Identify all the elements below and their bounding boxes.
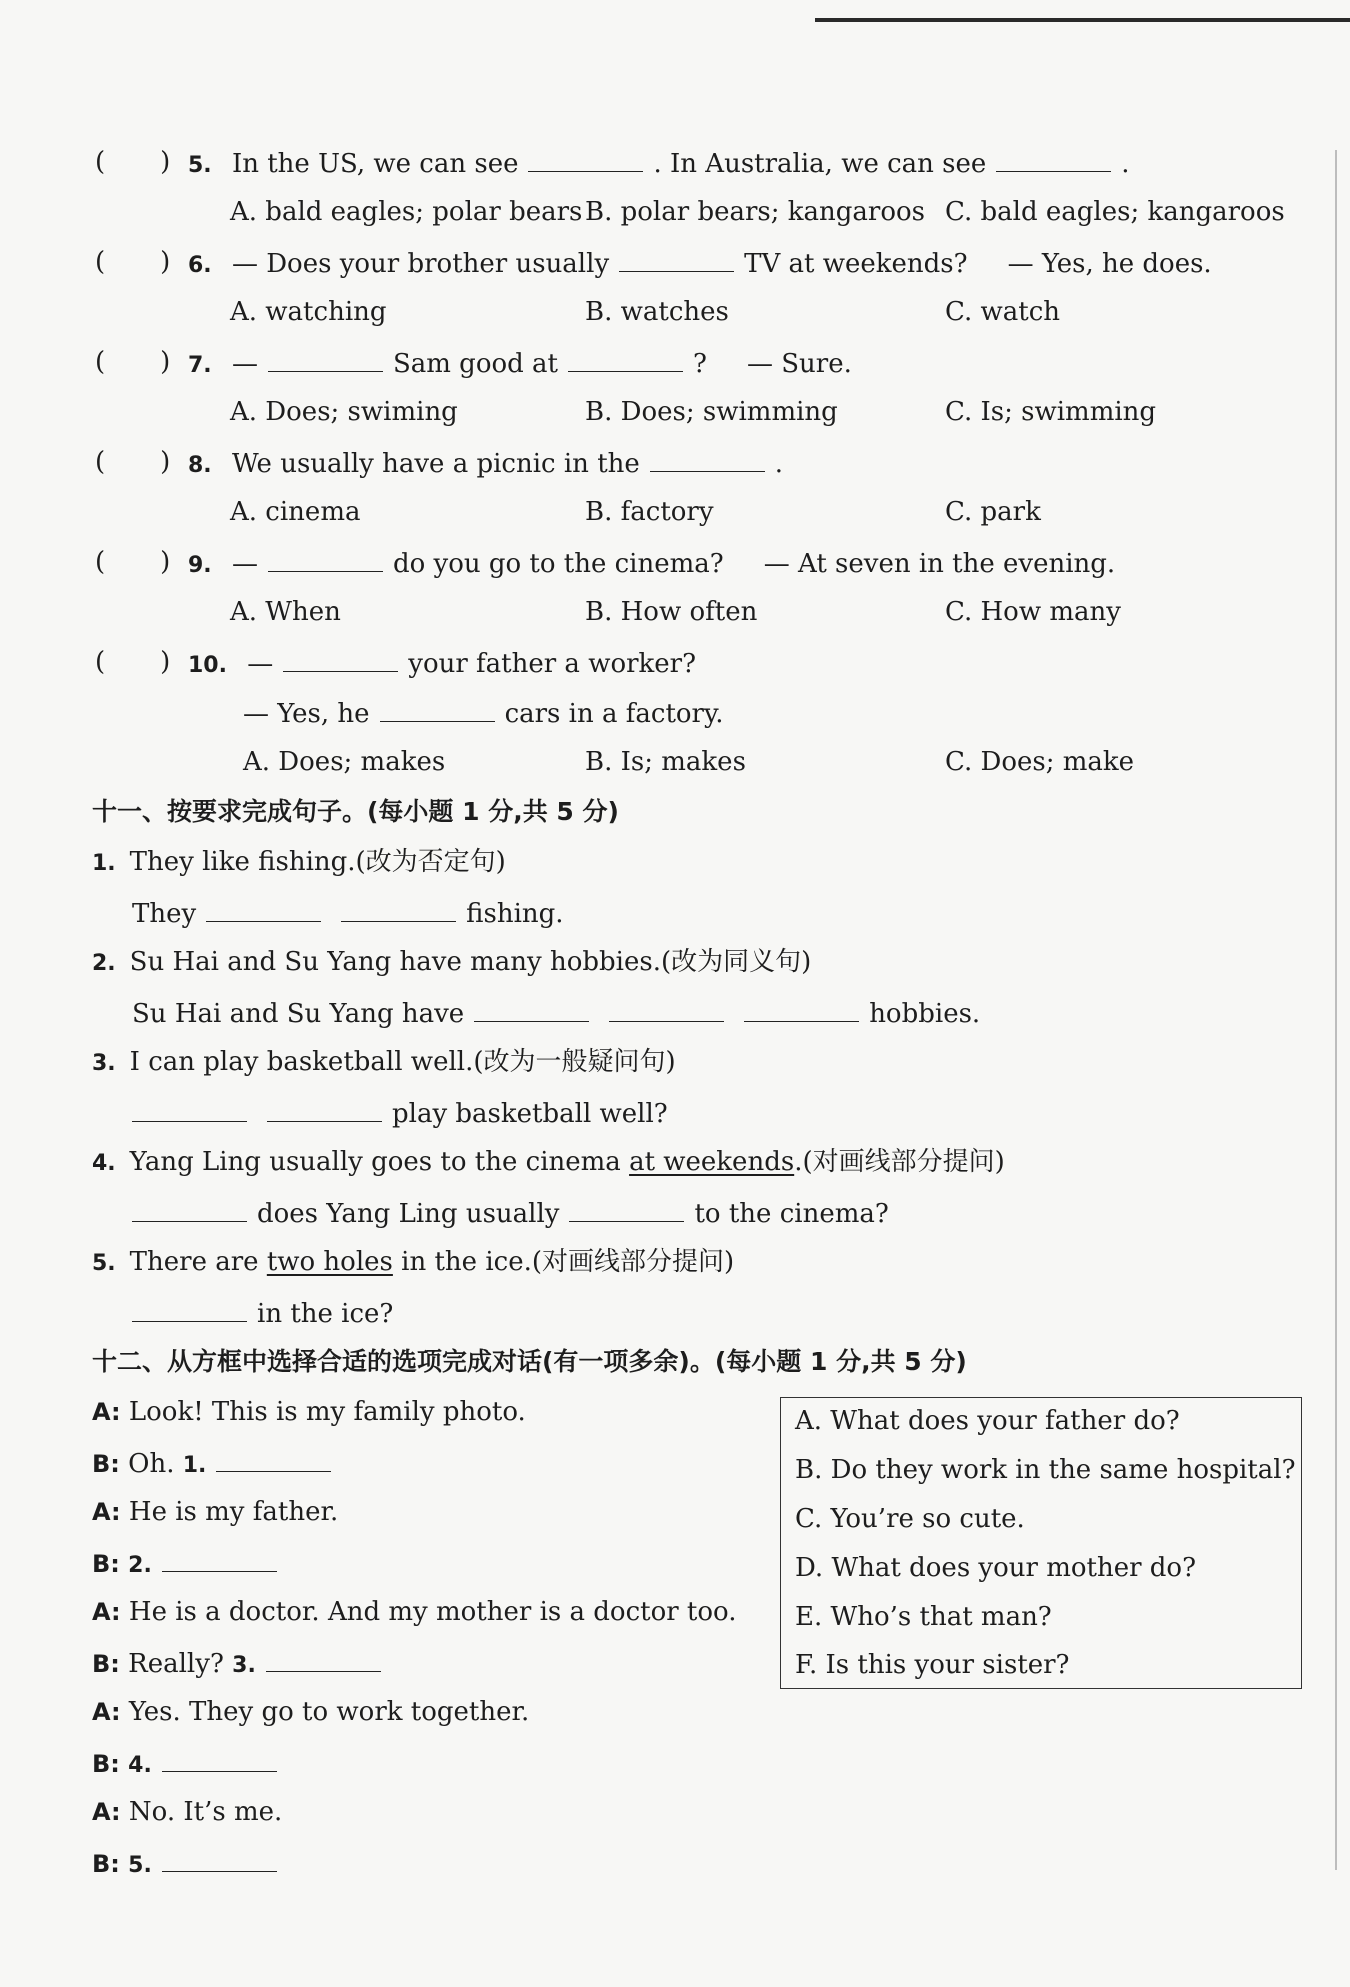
option-5c: C. bald eagles; kangaroos [945,197,1285,227]
blank[interactable] [568,345,683,372]
blank[interactable] [162,1745,277,1772]
answer-paren-5[interactable]: ( ) [95,147,171,177]
dialog-line-6: B: Really? 3. [92,1645,391,1683]
option-8b: B. factory [585,497,714,527]
blank[interactable] [132,1095,247,1122]
option-6b: B. watches [585,297,729,327]
blank[interactable] [216,1445,331,1472]
question-8: 8. We usually have a picnic in the . [188,445,783,483]
option-5b: B. polar bears; kangaroos [585,197,925,227]
box-option-d: D. What does your mother do? [795,1553,1197,1583]
s11-item-1: 1. They like fishing.(改为否定句) [92,847,506,877]
box-option-c: C. You’re so cute. [795,1504,1025,1534]
box-option-a: A. What does your father do? [795,1406,1180,1436]
answer-paren-8[interactable]: ( ) [95,447,171,477]
blank[interactable] [268,545,383,572]
blank[interactable] [162,1845,277,1872]
blank[interactable] [609,995,724,1022]
box-option-b: B. Do they work in the same hospital? [795,1455,1296,1485]
top-rule [815,18,1350,22]
blank[interactable] [206,895,321,922]
s11-item-4: 4. Yang Ling usually goes to the cinema at weekends.(对画线部分提问) [92,1147,1005,1177]
dialog-line-3: A: He is my father. [92,1497,339,1527]
answer-paren-10[interactable]: ( ) [95,647,171,677]
answer-paren-9[interactable]: ( ) [95,547,171,577]
dialog-line-5: A: He is a doctor. And my mother is a doctor too. [92,1597,737,1627]
blank[interactable] [132,1295,247,1322]
dialog-line-7: A: Yes. They go to work together. [92,1697,530,1727]
s11-item-3: 3. I can play basketball well.(改为一般疑问句) [92,1047,676,1077]
s11-answer-4: does Yang Ling usually to the cinema? [122,1195,889,1231]
s11-answer-2: Su Hai and Su Yang have hobbies. [132,995,980,1031]
option-9a: A. When [230,597,341,627]
option-10a: A. Does; makes [243,747,446,777]
option-6c: C. watch [945,297,1061,327]
question-5: 5. In the US, we can see . In Australia, we can see . [188,145,1130,183]
blank[interactable] [266,1645,381,1672]
blank[interactable] [996,145,1111,172]
option-9c: C. How many [945,597,1121,627]
blank[interactable] [283,645,398,672]
dialog-line-9: A: No. It’s me. [92,1797,283,1827]
section-11-title: 十一、按要求完成句子。(每小题 1 分,共 5 分) [92,797,619,826]
dialog-line-2: B: Oh. 1. [92,1445,341,1483]
blank[interactable] [650,445,765,472]
option-10c: C. Does; make [945,747,1135,777]
blank[interactable] [380,695,495,722]
blank[interactable] [268,345,383,372]
answer-paren-7[interactable]: ( ) [95,347,171,377]
blank[interactable] [744,995,859,1022]
options-box [780,1397,1302,1689]
dialog-line-10: B: 5. [92,1845,287,1883]
s11-answer-3: play basketball well? [122,1095,668,1131]
question-10-line2: — Yes, he cars in a factory. [243,695,723,731]
option-8c: C. park [945,497,1041,527]
option-9b: B. How often [585,597,758,627]
blank[interactable] [619,245,734,272]
blank[interactable] [474,995,589,1022]
s11-item-2: 2. Su Hai and Su Yang have many hobbies.(改为同义句) [92,947,812,977]
blank[interactable] [341,895,456,922]
option-6a: A. watching [230,297,387,327]
s11-answer-1: They fishing. [132,895,564,931]
blank[interactable] [132,1195,247,1222]
box-option-e: E. Who’s that man? [795,1602,1052,1632]
question-6: 6. — Does your brother usually TV at weekends? — Yes, he does. [188,245,1212,283]
question-10: 10. — your father a worker? [188,645,696,683]
blank[interactable] [569,1195,684,1222]
option-7c: C. Is; swimming [945,397,1157,427]
question-9: 9. — do you go to the cinema? — At seven in the evening. [188,545,1115,583]
right-margin-rule [1335,150,1337,1870]
dialog-line-1: A: Look! This is my family photo. [92,1397,526,1427]
question-7: 7. — Sam good at ? — Sure. [188,345,852,383]
s11-answer-5: in the ice? [122,1295,393,1331]
dialog-line-8: B: 4. [92,1745,287,1783]
option-5a: A. bald eagles; polar bears [230,197,583,227]
answer-paren-6[interactable]: ( ) [95,247,171,277]
option-8a: A. cinema [230,497,361,527]
blank[interactable] [267,1095,382,1122]
s11-item-5: 5. There are two holes in the ice.(对画线部分提问) [92,1247,735,1277]
option-7b: B. Does; swimming [585,397,838,427]
blank[interactable] [528,145,643,172]
option-7a: A. Does; swiming [230,397,458,427]
dialog-line-4: B: 2. [92,1545,287,1583]
option-10b: B. Is; makes [585,747,746,777]
section-12-title: 十二、从方框中选择合适的选项完成对话(有一项多余)。(每小题 1 分,共 5 分) [92,1347,967,1376]
box-option-f: F. Is this your sister? [795,1650,1070,1680]
blank[interactable] [162,1545,277,1572]
